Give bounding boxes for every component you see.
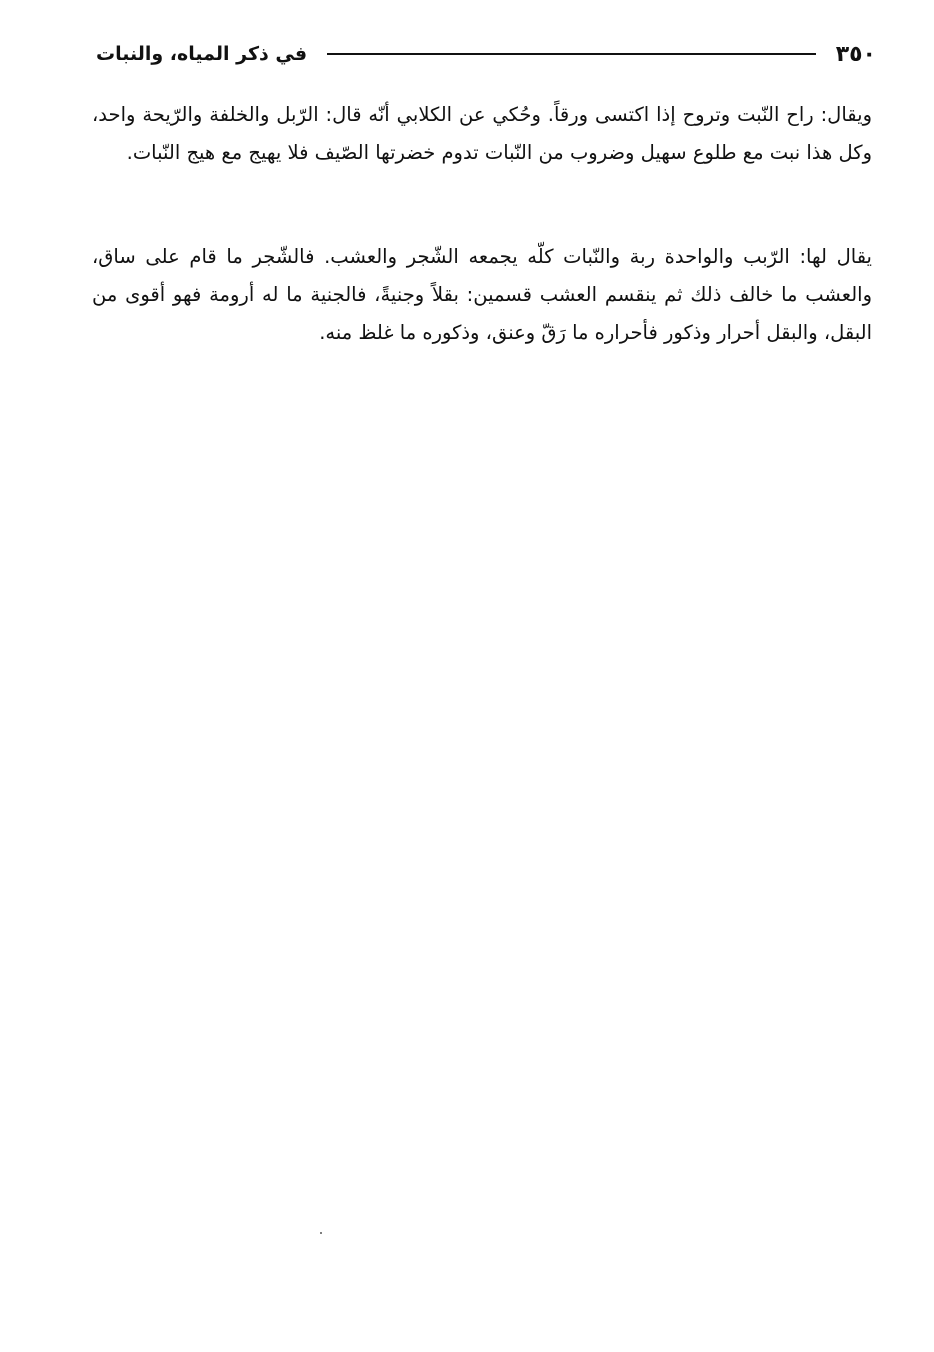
paragraph: يقال لها: الرّبب والواحدة ربة والنّبات كلّه يجمعه الشّجر والعشب. فالشّجر ما قام على ساق، والعشب ما خالف ذلك ثم ينقسم العشب قسمين: بقلاً وجنيةً، فالجنية ما له أرومة فهو أقوى من البقل، والبقل أحرار وذكور فأحراره ما رَقّ وعنق، وذكوره ما غلظ منه. [92, 245, 872, 344]
paragraph: ويقال: راح النّبت وتروح إذا اكتسى ورقاً. وحُكي عن الكلابي أنّه قال: الرّبل والخلفة والرّيحة واحد، وكل هذا نبت مع طلوع سهيل وضروب من النّبات تدوم خضرتها الصّيف فلا يهيج مع هيج النّبات. [92, 103, 872, 164]
page-number: ٣٥٠ [835, 41, 876, 67]
scan-speck [320, 1232, 322, 1234]
header-rule [327, 53, 816, 55]
running-title: في ذكر المياه، والنبات [96, 43, 308, 65]
running-header [96, 34, 876, 74]
